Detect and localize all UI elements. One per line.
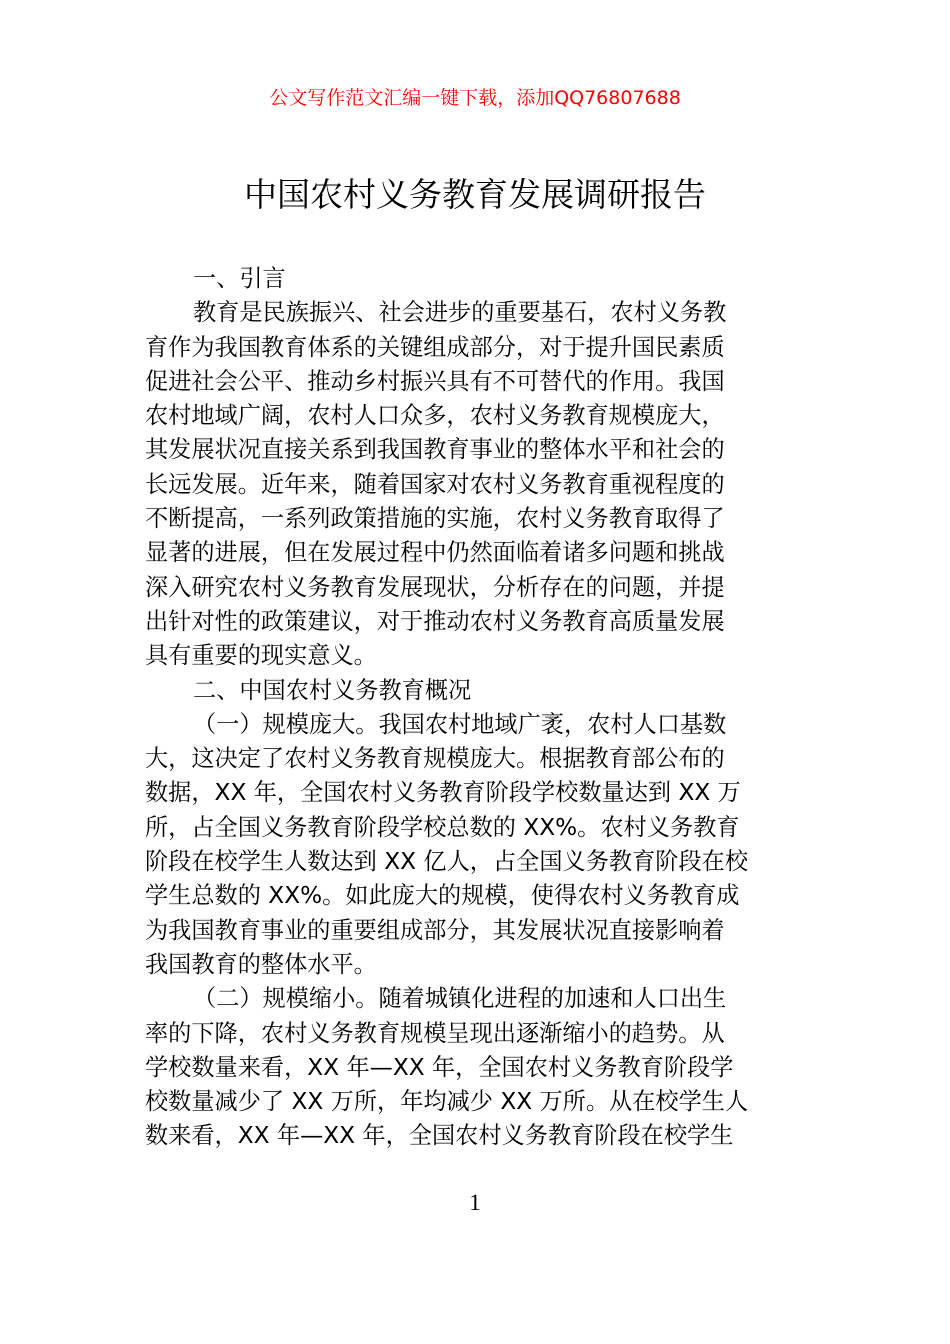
paragraph-line: 我国教育的整体水平。 [145,950,377,978]
paragraph-line: 长远发展。近年来，随着国家对农村义务教育重视程度的 [145,470,725,498]
paragraph-line: （二）规模缩小。随着城镇化进程的加速和人口出生 [193,985,727,1013]
document-title: 中国农村义务教育发展调研报告 [244,175,706,214]
paragraph-line: 出针对性的政策建议，对于推动农村义务教育高质量发展 [145,607,725,635]
section-heading: 一、引言 [193,265,286,292]
download-banner: 公文写作范文汇编一键下载，添加QQ76807688 [269,87,681,109]
paragraph-line: 教育是民族振兴、社会进步的重要基石，农村义务教 [193,299,727,327]
paragraph-line: 大，这决定了农村义务教育规模庞大。根据教育部公布的 [145,745,725,773]
paragraph-line: 数来看，XX 年—XX 年，全国农村义务教育阶段在校学生 [145,1122,734,1150]
paragraph-line: 不断提高，一系列政策措施的实施，农村义务教育取得了 [145,505,725,533]
paragraph-line: 其发展状况直接关系到我国教育事业的整体水平和社会的 [145,436,725,464]
paragraph-line: 促进社会公平、推动乡村振兴具有不可替代的作用。我国 [145,367,725,395]
paragraph-line: 为我国教育事业的重要组成部分，其发展状况直接影响着 [145,916,725,944]
paragraph-line: 农村地域广阔，农村人口众多，农村义务教育规模庞大， [145,402,725,430]
paragraph-line: 显著的进展，但在发展过程中仍然面临着诸多问题和挑战 [145,539,725,567]
paragraph-line: 具有重要的现实意义。 [145,642,377,670]
paragraph-line: 学生总数的 XX%。如此庞大的规模，使得农村义务教育成 [145,882,740,910]
paragraph-line: 率的下降，农村义务教育规模呈现出逐渐缩小的趋势。从 [145,1019,725,1047]
paragraph-line: 校数量减少了 XX 万所，年均减少 XX 万所。从在校学生人 [145,1088,749,1116]
page-number: 1 [469,1190,481,1215]
section-heading: 二、中国农村义务教育概况 [193,676,472,704]
paragraph-line: （一）规模庞大。我国农村地域广袤，农村人口基数 [193,710,727,738]
paragraph-line: 育作为我国教育体系的关键组成部分，对于提升国民素质 [145,333,725,361]
paragraph-line: 学校数量来看，XX 年—XX 年，全国农村义务教育阶段学 [145,1053,734,1081]
paragraph-line: 数据，XX 年，全国农村义务教育阶段学校数量达到 XX 万 [145,779,741,807]
paragraph-line: 阶段在校学生人数达到 XX 亿人，占全国义务教育阶段在校 [145,848,749,876]
document-body [145,262,810,1154]
paragraph-line: 深入研究农村义务教育发展现状，分析存在的问题，并提 [145,573,725,601]
paragraph-line: 所，占全国义务教育阶段学校总数的 XX%。农村义务教育 [145,813,740,841]
